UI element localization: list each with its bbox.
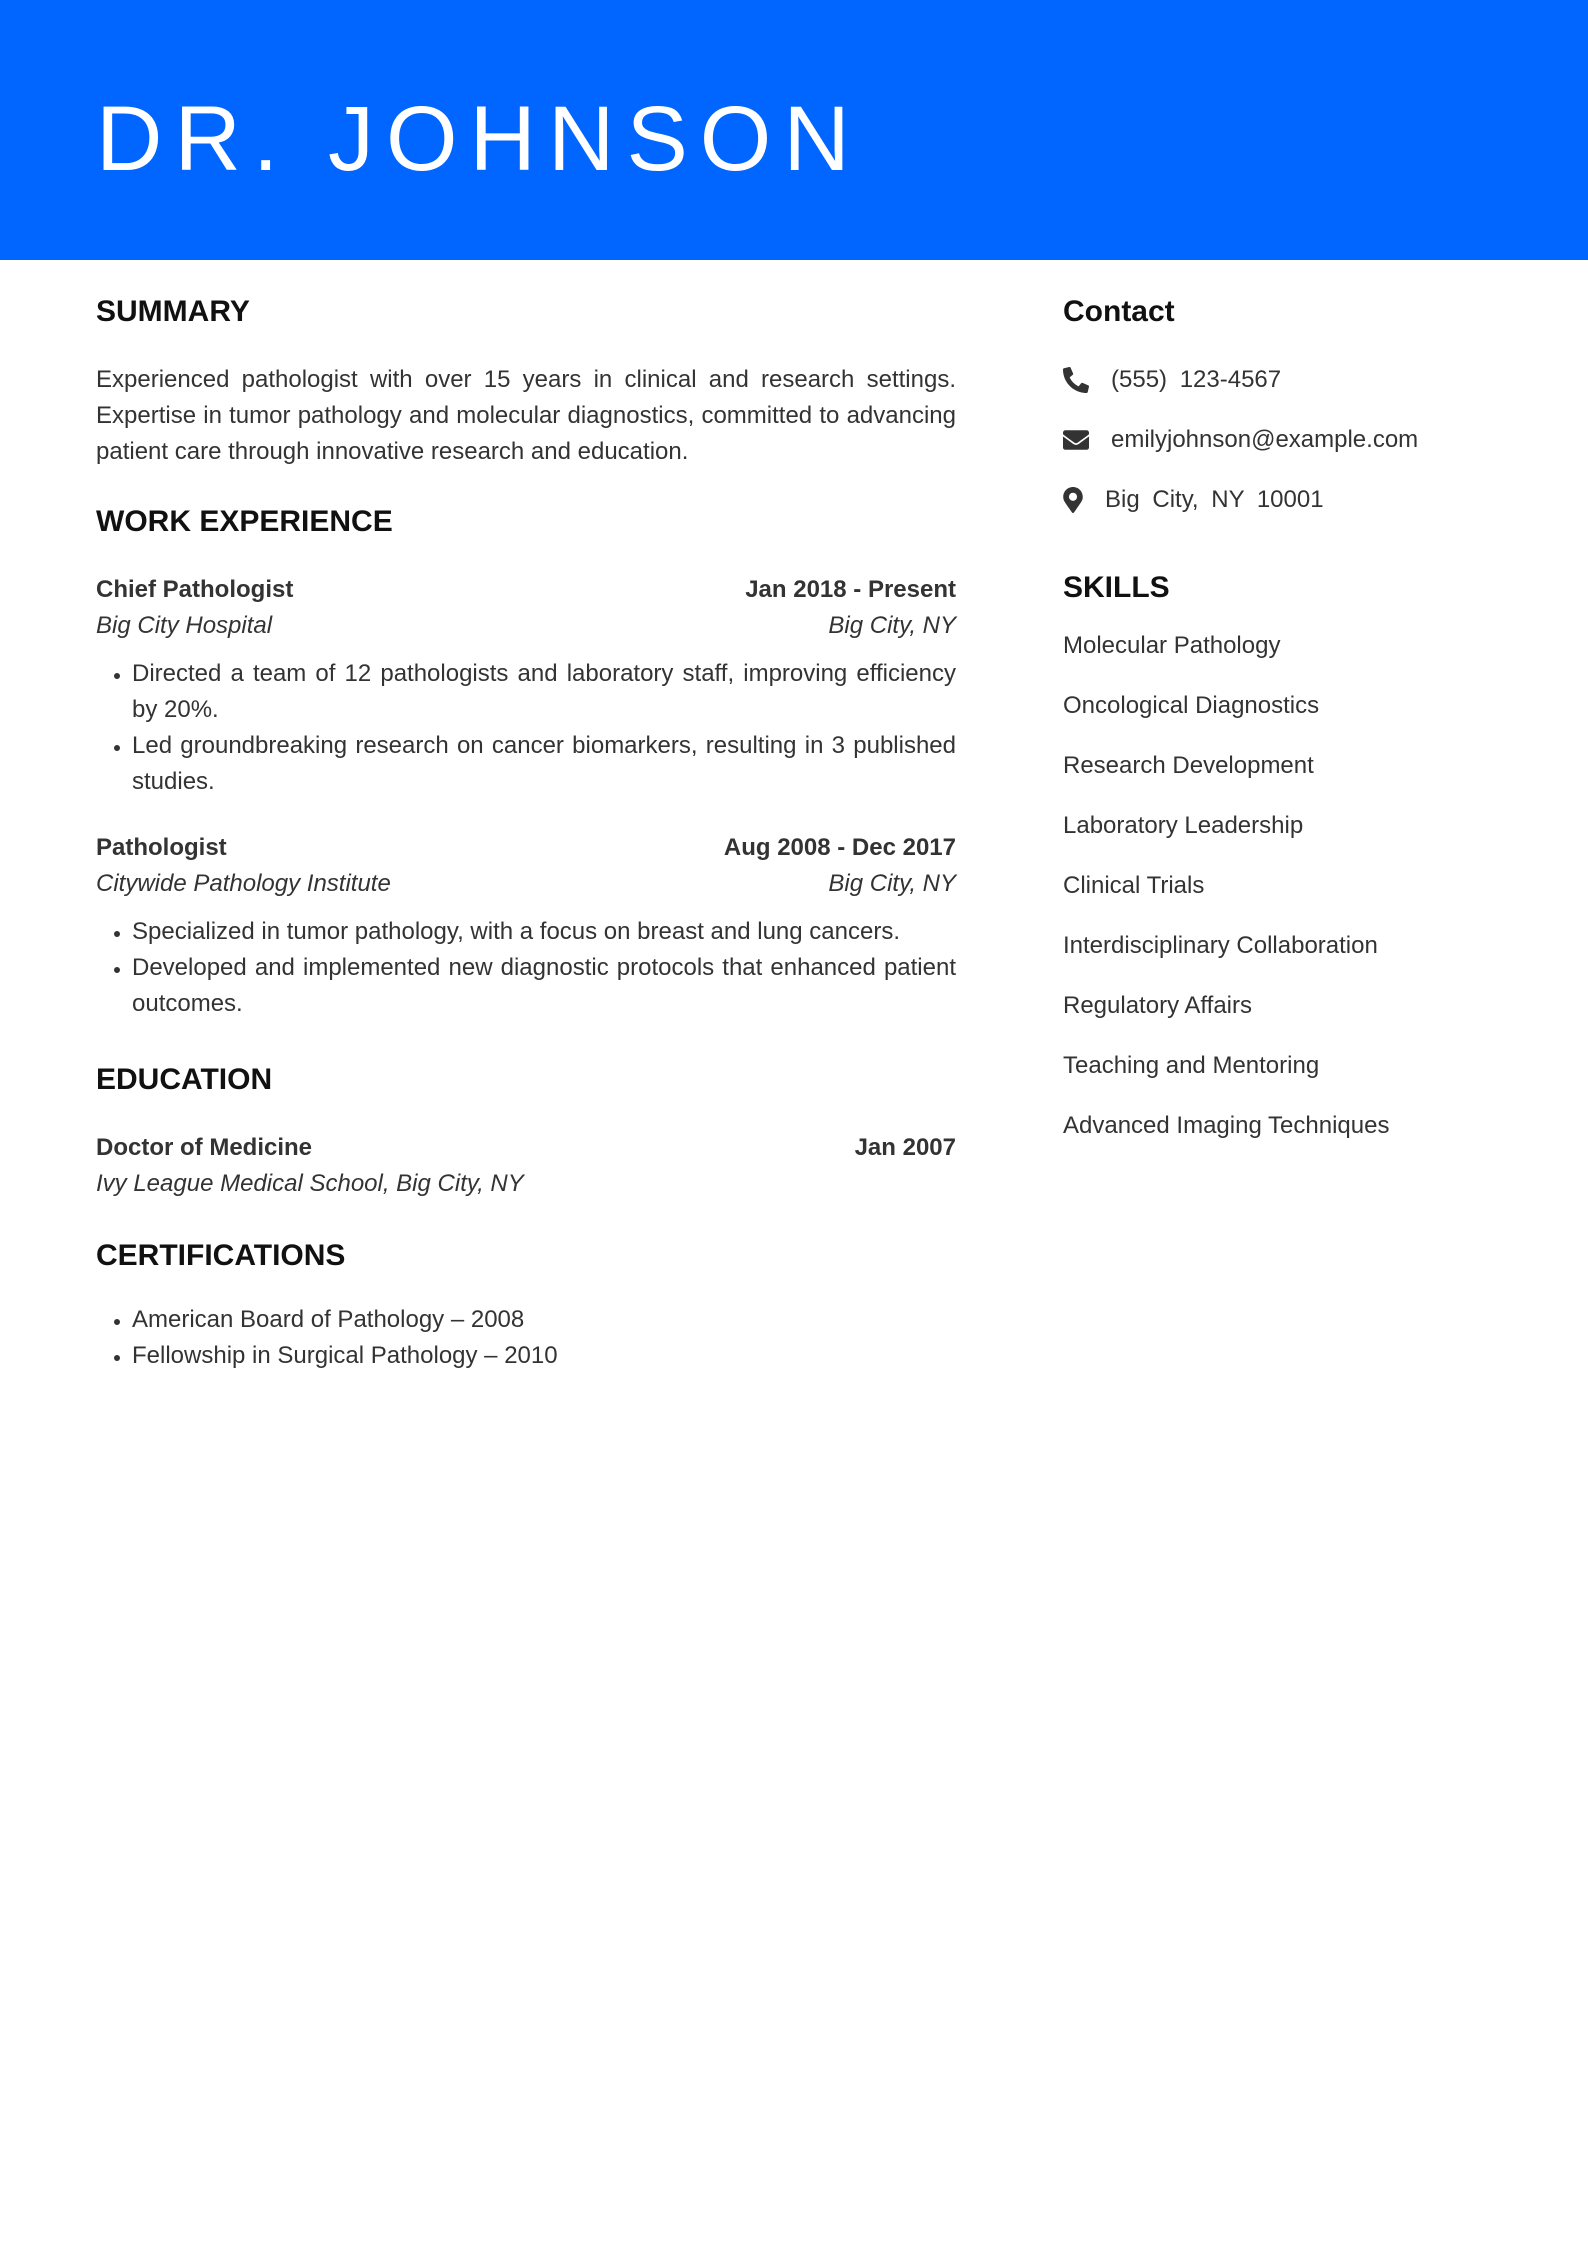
education-degree: Doctor of Medicine	[96, 1134, 313, 1161]
job-entry	[96, 830, 956, 1022]
job-bullets	[96, 656, 956, 800]
education-school: Ivy League Medical School, Big City, NY	[96, 1170, 524, 1197]
education-header	[96, 1130, 956, 1166]
contact-email	[1063, 422, 1503, 458]
contact-phone-text[interactable]: (555) 123-4567	[1111, 366, 1282, 393]
job-organization: Big City Hospital	[96, 612, 273, 639]
skills-list	[1063, 628, 1503, 1144]
job-bullet: • Specialized in tumor pathology, with a focus on breast and lung cancers.	[132, 914, 956, 950]
job-role: Pathologist	[96, 834, 227, 861]
job-bullet: • Directed a team of 12 pathologists and laboratory staff, improving efficiency by 20%.	[132, 656, 956, 728]
job-subheader	[96, 866, 956, 902]
contact-list	[1063, 362, 1503, 518]
skill-item: Laboratory Leadership	[1063, 812, 1304, 839]
job-header	[96, 830, 956, 866]
envelope-icon	[1063, 427, 1089, 453]
certification-item: • Fellowship in Surgical Pathology – 2010	[132, 1338, 956, 1374]
contact-section	[1063, 292, 1503, 518]
summary-title: SUMMARY	[96, 295, 250, 328]
job-bullet: • Developed and implemented new diagnostic protocols that enhanced patient outcomes.	[132, 950, 956, 1022]
certifications-title: CERTIFICATIONS	[96, 1239, 346, 1272]
job-header	[96, 572, 956, 608]
certifications-list	[96, 1302, 956, 1374]
sidebar	[1063, 292, 1503, 1168]
job-dates: Jan 2018 - Present	[745, 576, 956, 603]
job-bullets	[96, 914, 956, 1022]
candidate-name: DR. JOHNSON	[96, 88, 862, 190]
education-title: EDUCATION	[96, 1063, 273, 1096]
certification-item: • American Board of Pathology – 2008	[132, 1302, 956, 1338]
phone-icon	[1063, 367, 1089, 393]
contact-email-text[interactable]: emilyjohnson@example.com	[1111, 426, 1419, 453]
summary-section	[96, 292, 956, 470]
education-subheader	[96, 1166, 956, 1202]
job-location: Big City, NY	[828, 612, 956, 639]
skills-title: SKILLS	[1063, 571, 1170, 604]
job-location: Big City, NY	[828, 870, 956, 897]
skill-item: Regulatory Affairs	[1063, 992, 1252, 1019]
skill-item: Research Development	[1063, 752, 1314, 779]
education-entry	[96, 1130, 956, 1202]
map-pin-icon	[1063, 487, 1083, 513]
education-date: Jan 2007	[854, 1134, 956, 1161]
job-subheader	[96, 608, 956, 644]
job-organization: Citywide Pathology Institute	[96, 870, 391, 897]
header-banner	[0, 0, 1588, 260]
certifications-section	[96, 1236, 956, 1374]
job-role: Chief Pathologist	[96, 576, 294, 603]
skill-item: Clinical Trials	[1063, 872, 1205, 899]
summary-text: Experienced pathologist with over 15 years in clinical and research settings. Expertise in tumor pathology and molecular diagnostics, committed to advancing patient care through innovative research and education.	[96, 366, 956, 465]
job-entry	[96, 572, 956, 800]
skill-item: Molecular Pathology	[1063, 632, 1281, 659]
skill-item: Advanced Imaging Techniques	[1063, 1112, 1390, 1139]
work-experience-section	[96, 502, 956, 1022]
skills-section	[1063, 568, 1503, 1144]
contact-phone	[1063, 362, 1503, 398]
contact-address-text: Big City, NY 10001	[1105, 486, 1324, 513]
education-section	[96, 1060, 956, 1202]
main-column	[96, 292, 956, 1374]
skill-item: Oncological Diagnostics	[1063, 692, 1320, 719]
work-experience-title: WORK EXPERIENCE	[96, 505, 393, 538]
skill-item: Interdisciplinary Collaboration	[1063, 932, 1378, 959]
job-dates: Aug 2008 - Dec 2017	[723, 834, 956, 861]
contact-address	[1063, 482, 1503, 518]
skill-item: Teaching and Mentoring	[1063, 1052, 1320, 1079]
contact-title: Contact	[1063, 295, 1175, 328]
job-bullet: • Led groundbreaking research on cancer biomarkers, resulting in 3 published studies.	[132, 728, 956, 800]
